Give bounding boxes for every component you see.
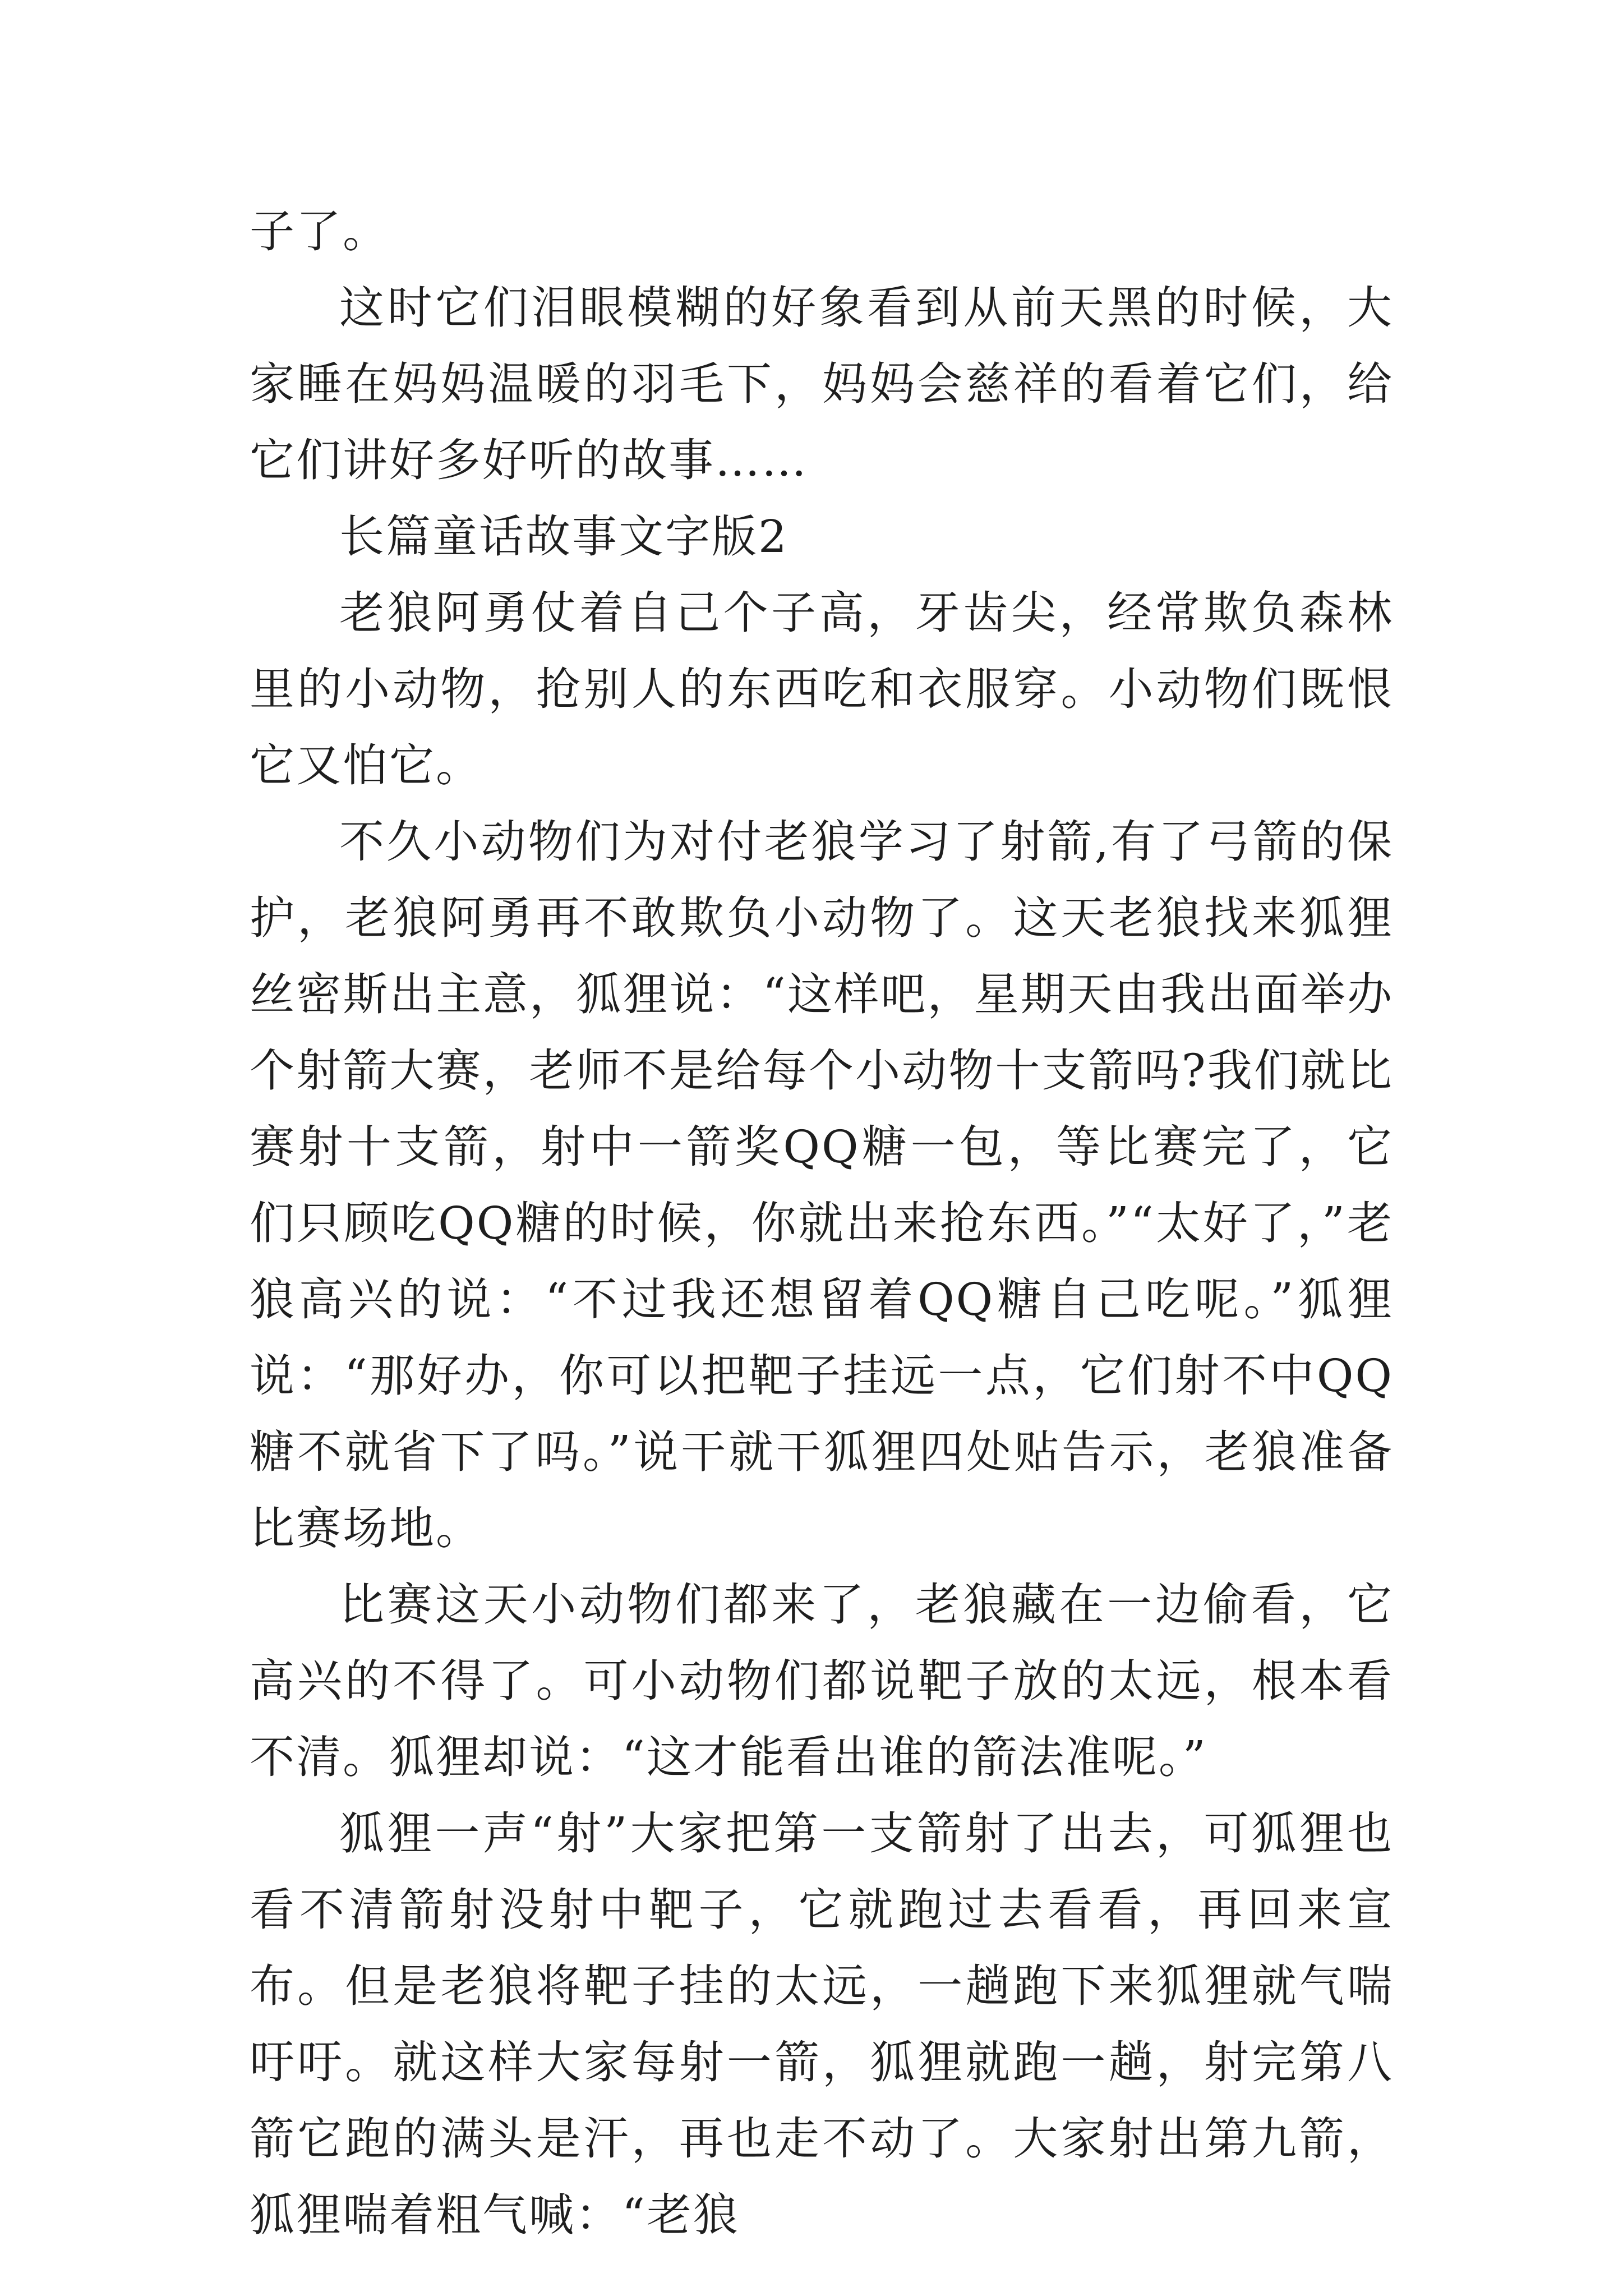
paragraph: 这时它们泪眼模糊的好象看到从前天黑的时候，大家睡在妈妈温暖的羽毛下，妈妈会慈祥的看着它们，给它们讲好多好听的故事…… <box>250 282 1394 486</box>
paragraph: 比赛这天小动物们都来了，老狼藏在一边偷看，它高兴的不得了。可小动物们都说靶子放的太远，根本看不清。狐狸却说：“这才能看出谁的箭法准呢。” <box>250 1579 1394 1783</box>
document-body <box>250 194 1394 2253</box>
paragraph: 狐狸一声“射”大家把第一支箭射了出去，可狐狸也看不清箭射没射中靶子，它就跑过去看看，再回来宣布。但是老狼将靶子挂的太远，一趟跑下来狐狸就气喘吁吁。就这样大家每射一箭，狐狸就跑一趟，射完第八箭它跑的满头是汗，再也走不动了。大家射出第九箭，狐狸喘着粗气喊：“老狼 <box>250 1807 1394 2241</box>
paragraph-continuation: 子了。 <box>250 205 389 257</box>
paragraph: 老狼阿勇仗着自己个子高，牙齿尖，经常欺负森林里的小动物，抢别人的东西吃和衣服穿。小动物们既恨它又怕它。 <box>250 587 1394 792</box>
paragraph: 不久小动物们为对付老狼学习了射箭,有了弓箭的保护，老狼阿勇再不敢欺负小动物了。这天老狼找来狐狸丝密斯出主意，狐狸说：“这样吧，星期天由我出面举办个射箭大赛，老师不是给每个小动物十支箭吗?我们就比赛射十支箭，射中一箭奖QQ糖一包，等比赛完了，它们只顾吃QQ糖的时候，你就出来抢东西。”“太好了，”老狼高兴的说：“不过我还想留着QQ糖自己吃呢。”狐狸说：“那好办，你可以把靶子挂远一点，它们射不中QQ糖不就省下了吗。”说干就干狐狸四处贴告示，老狼准备比赛场地。 <box>250 816 1394 1554</box>
section-heading: 长篇童话故事文字版2 <box>339 510 789 563</box>
